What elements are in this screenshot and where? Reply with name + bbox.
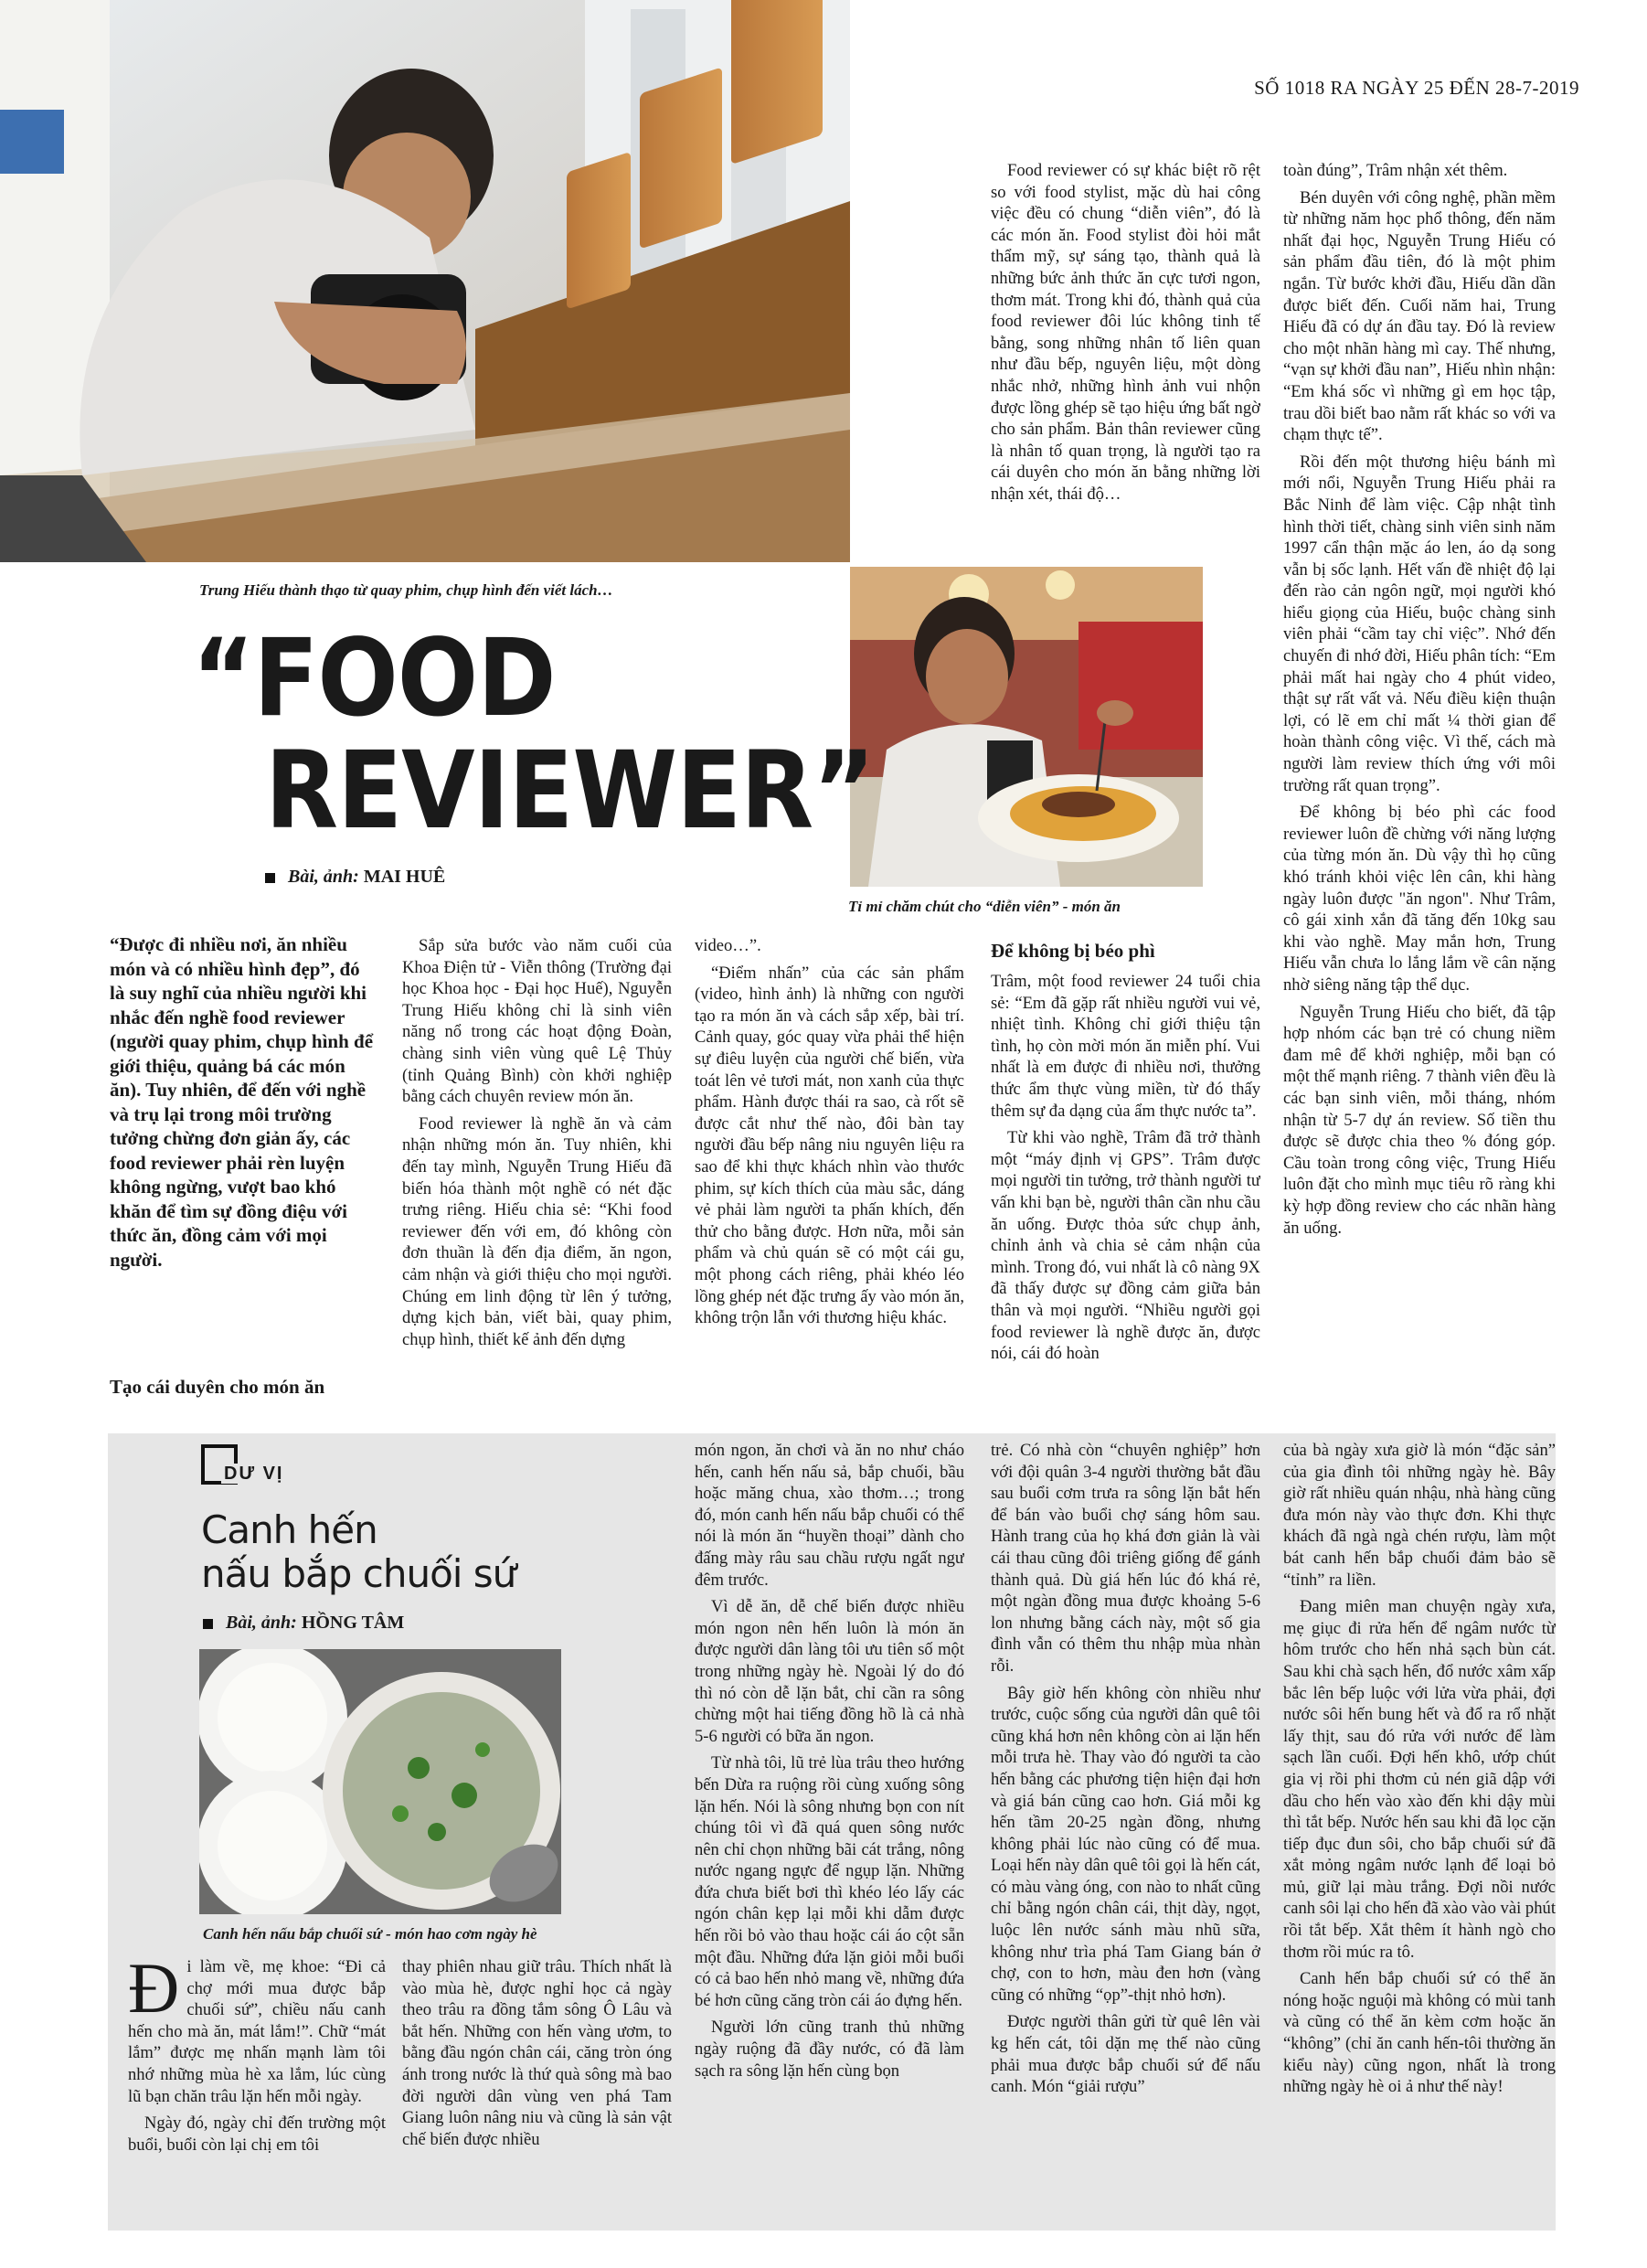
second-photo [850, 567, 1203, 887]
article-column-2 [402, 935, 672, 1406]
paragraph: của bà ngày xưa giờ là món “đặc sản” của gia đình tôi những ngày hè. Bây giờ rất nhiều quán nhậu, nhà hàng cũng đưa món này vào thực đơn. Khi thực khách đã ngà ngà chén rượu, làm một bát canh hến bắp chuối đảm bảo sẽ “tỉnh” ra liền. [1283, 1441, 1556, 1590]
byline-square [265, 873, 275, 883]
dish-photo-caption: Canh hến nấu bắp chuối sứ - món hao cơm ngày hè [203, 1925, 537, 1943]
du-vi-column-5 [1283, 1440, 1556, 2226]
du-vi-title [201, 1508, 515, 1596]
paragraph: Rồi đến một thương hiệu bánh mì mới nổi, Nguyễn Trung Hiếu phải ra Bắc Ninh để làm việc. Cập nhật tình hình thời tiết, chàng sinh viên sinh năm 1997 cẩn thận mặc áo len, áo dạ song vẫn bị sốc lạnh. Hết vấn đề nhiệt độ lại đến rào cản ngôn ngữ, mọi người khó hiểu giọng của Hiếu, buộc chàng sinh viên phải “cầm tay chỉ việc”. Nhớ đến chuyến đi nhớ đời, Hiếu phân tích: “Em phải mất hai ngày cho 4 phút video, thật sự rất vất vả. Nếu điều kiện thuận lợi, có lẽ em chỉ mất ¼ thời gian để hoàn thành công việc. Vì thế, cách mà người làm review thích ứng với môi trường rất quan trọng”. [1283, 452, 1556, 795]
byline-square [203, 1619, 213, 1629]
tag-label: DƯ VỊ [221, 1464, 287, 1484]
photographer-image [0, 0, 850, 562]
paragraph: Nguyễn Trung Hiếu cho biết, đã tập hợp nhóm các bạn trẻ có chung niềm đam mê để khởi nghiệp, mỗi bạn có một thế mạnh riêng. 7 thành viên đều là các bạn sinh viên, mỗi tháng, nhóm nhận từ 5-7 dự án review. Số tiền thu được sẽ được chia theo % đóng góp. Cầu toàn trong công việc, Trung Hiếu luôn đặt cho mình mục tiêu rõ ràng khi kỳ hợp đồng review cho các nhãn hàng ăn uống. [1283, 1002, 1556, 1238]
du-vi-title-line-1: Canh hến [201, 1507, 377, 1552]
du-vi-column-2 [402, 1956, 672, 2221]
dish-photo [199, 1649, 561, 1914]
paragraph: Canh hến bắp chuối sứ có thể ăn nóng hoặc nguội mà không có mùi tanh và cũng có thể ăn kèm cơm hoặc ăn “không” (chỉ ăn canh hến-tôi thường ăn kiểu này) cũng ngon, nhất là trong những ngày hè oi ả như thế này! [1283, 1969, 1556, 2097]
paragraph: Sắp sửa bước vào năm cuối của Khoa Điện tử - Viễn thông (Trường đại học Khoa học - Đại học Huế), Nguyễn Trung Hiếu không chỉ là sinh viên năng nổ trong các hoạt động Đoàn, chàng sinh viên vùng quê Lệ Thủy (tỉnh Quảng Bình) còn khởi nghiệp bằng cách chuyên review món ăn. [402, 936, 672, 1107]
canh-hen-image [199, 1649, 561, 1914]
subhead-tao-cai-duyen: Tạo cái duyên cho món ăn [110, 1376, 325, 1398]
du-vi-column-4 [991, 1440, 1260, 2226]
article-title [192, 615, 875, 854]
paragraph: món ngon, ăn chơi và ăn no như cháo hến, canh hến nấu sả, bắp chuối, bầu hoặc măng chua, xào thơm…; trong đó, món canh hến nấu bắp chuối có thể nói là món ăn “huyền thoại” dành cho đấng mày râu sau chầu rượu ngất ngư đêm trước. [695, 1441, 964, 1590]
paragraph: Food reviewer có sự khác biệt rõ rệt so với food stylist, mặc dù hai công việc đều có chung “diễn viên”, đó là các món ăn. Food stylist đòi hỏi mắt thẩm mỹ, sự sáng tạo, thành quả là những bức ảnh thức ăn cực tươi ngon, thơm mát. Trong khi đó, thành quả của food reviewer đôi lúc không tinh tế bằng, song những nhân tố liên quan như đầu bếp, nguyên liệu, một dòng nhắc nhở, những hình ảnh vui nhộn được lồng ghép sẽ tạo hiệu ứng bất ngờ cho sản phẩm. Bản thân reviewer cũng là nhân tố quan trọng, là người tạo ra cái duyên cho món ăn bằng những lời nhận xét, thái độ… [991, 161, 1260, 504]
byline-author: HỒNG TÂM [301, 1613, 405, 1633]
paragraph [128, 1956, 386, 2107]
du-vi-tag [201, 1444, 287, 1485]
article-column-3 [695, 935, 964, 1406]
article-lead: “Được đi nhiều nơi, ăn nhiều món và có nhiều hình đẹp”, đó là suy nghĩ của nhiều người khi nhắc đến nghề food reviewer (người quay phim, chụp hình để giới thiệu, quảng bá các món ăn). Tuy nhiên, để đến với nghề và trụ lại trong môi trường tưởng chừng đơn giản ấy, các food reviewer phải rèn luyện không ngừng, vượt bao khó khăn để tìm sự đồng điệu với thức ăn, đồng cảm với mọi người. [110, 933, 374, 1271]
article-column-5 [1283, 160, 1556, 1408]
boy-with-food-image [850, 567, 1203, 887]
paragraph: Ngày đó, ngày chỉ đến trường một buổi, buổi còn lại chị em tôi [128, 2114, 386, 2155]
byline-label: Bài, ảnh: [226, 1613, 297, 1633]
paragraph: Từ khi vào nghề, Trâm đã trở thành một “máy định vị GPS”. Trâm được mọi người tin tưởng, trở thành người tư vấn khi bạn bè, người thân cần nhu cầu ăn uống. Được thỏa sức chụp ảnh, chỉnh ảnh và chia sẻ cảm nhận của mình. Trong đó, vui nhất là cô nàng 9X đã thấy được sự đồng cảm giữa bản thân và mọi người. “Nhiều người gọi food reviewer là nghề được ăn, được nói, cái đó hoàn [991, 1128, 1260, 1364]
subhead-beo-phi: Để không bị béo phì [991, 940, 1155, 962]
paragraph: Bén duyên với công nghệ, phần mềm từ những năm học phổ thông, đến năm nhất đại học, Nguyễn Trung Hiếu có sản phẩm đầu tiên, đó là một phim ngắn. Từ bước khởi đầu, Hiếu dần dần được biết đến. Cuối năm hai, Trung Hiếu đã có dự án đầu tay. Đó là review cho một nhãn hàng mì cay. Thế nhưng, “vạn sự khởi đầu nan”, Hiếu nhìn nhận: “Em khá sốc vì những gì em học tập, trau dồi biết bao nằm rất khác so với va chạm thực tế”. [1283, 187, 1556, 445]
paragraph: Để không bị béo phì các food reviewer luôn đề chừng với năng lượng của từng món ăn. Dù vậy thì họ cũng khó tránh khỏi việc lên cân, khi hàng ngày luôn được "ăn ngon". Như Trâm, cô gái xinh xắn đã tăng đến 10kg sau khi vào nghề. May mắn hơn, Trung Hiếu vẫn chưa lo lắng lắm về cân nặng nhờ siêng năng tập thể dục. [1283, 803, 1556, 995]
main-photo [0, 0, 850, 562]
title-line-2: REVIEWER” [265, 728, 875, 854]
main-photo-caption: Trung Hiếu thành thạo từ quay phim, chụp hình đến viết lách… [199, 581, 613, 599]
paragraph: Vì dễ ăn, dễ chế biến được nhiều món ngon nên hến luôn là món ăn được người dân làng tôi ưu tiên số một trong những ngày hè. Ngoài lý do đó thì nó còn dễ lặn bắt, chỉ cần ra sông chừng một hai tiếng đồng hồ là cả nhà 5-6 người có bữa ăn ngon. [695, 1597, 964, 1746]
paragraph: Từ nhà tôi, lũ trẻ lùa trâu theo hướng bến Dừa ra ruộng rồi cùng xuống sông lặn hến. Nói là sông nhưng bọn con nít chúng tôi vì đã quá quen sông nước nên chỉ chọn những bãi cát trắng, nông nước ngang ngực để ngụp lặn. Những đứa chưa biết bơi thì khéo léo lấy các ngón chân kẹp lại mỗi khi dẫm được hến rồi bỏ vào thau hoặc cái áo cột sẵn một đầu. Những đứa lặn giỏi mỗi buổi có cả bao hến nhỏ mang về, những đứa bé hơn cũng căng tròn cái áo đựng hến. [695, 1753, 964, 2010]
paragraph: Đang miên man chuyện ngày xưa, mẹ giục đi rửa hến để ngâm nước từ hôm trước cho hến nhả sạch bùn cát. Sau khi chà sạch hến, đổ nước xâm xấp bắc lên bếp luộc với lửa vừa phải, đợi nước sôi hến bung hết và đổ ra rổ nhặt lấy thịt, sau đó rửa với nước để làm sạch lần cuối. Đợi hến khô, ướp chút gia vị rồi phi thơm củ nén giã dập với dầu cho hến vào xào đến khi dậy mùi thì tắt bếp. Nước hến sau khi đã lọc cặn tiếp đục đun sôi, cho bắp chuối sứ đã xắt mỏng ngâm nước lạnh để loại bỏ mủ, giữ lại màu trắng. Đợi nồi nước canh sôi lại cho hến đã xào vào vài phút rồi tắt bếp. Xắt thêm ít hành ngò cho thơm rồi múc ra tô. [1283, 1597, 1556, 1962]
paragraph: “Điểm nhấn” của các sản phẩm (video, hình ảnh) là những con người tạo ra món ăn và cách sắp xếp, bài trí. Cảnh quay, góc quay vừa phải thể hiện sự điêu luyện của người chế biến, vừa toát lên vẻ tươi mát, non xanh của thực phẩm. Hành được thái ra sao, cà rốt sẽ được cắt như thế nào, đôi bàn tay người đầu bếp nâng niu nguyên liệu ra sao để khi thực khách nhìn vào thước phim, sự kích thích của màu sắc, dáng vẻ phải làm người ta phấn khích, đến thử cho bằng được. Hơn nữa, mỗi sản phẩm và chủ quán sẽ có một cái gu, một phong cách riêng, phải khéo léo lồng ghép nét đặc trưng ấy vào món ăn, không trộn lẫn với thương hiệu khác. [695, 963, 964, 1328]
paragraph: Food reviewer là nghề ăn và cảm nhận những món ăn. Tuy nhiên, khi đến tay mình, Nguyễn Trung Hiếu đã biến hóa thành một nghề có nét đặc trưng riêng. Hiếu chia sẻ: “Khi food reviewer đến với em, đó không còn đơn thuần là đến địa điểm, ăn ngon, cảm nhận và giới thiệu cho mọi người. Chúng em linh động từ lên ý tưởng, dựng kịch bản, viết bài, quay phim, chụp hình, thiết kế ảnh đến dựng [402, 1113, 672, 1349]
byline-author: MAI HUÊ [363, 867, 446, 887]
du-vi-title-line-2: nấu bắp chuối sứ [201, 1551, 516, 1596]
article-byline [265, 867, 445, 888]
paragraph: video…”. [695, 936, 761, 955]
paragraph: Trâm, một food reviewer 24 tuổi chia sẻ: “Em đã gặp rất nhiều người vui vẻ, nhiệt tình. Không chỉ giới thiệu tận tình, họ còn mời món ăn miễn phí. Vui nhất là em được đi nhiều nơi, thưởng thức ẩm thực vùng miền, từ đó thấy thêm sự đa dạng của ẩm thực nước ta”. [991, 972, 1260, 1121]
paragraph: trẻ. Có nhà còn “chuyên nghiệp” hơn với đội quân 3-4 người thường bắt đầu sau buổi cơm trưa ra sông lặn bắt hến để bán vào buổi chợ sáng hôm sau. Hành trang của họ khá đơn giản là vài cái thau cũng đôi triêng giống để gánh thành quả. Dù giá hến lúc đó khá rẻ, một ngàn đồng mua được khoảng 5-6 lon nhưng bằng cách này, một số gia đình vẫn có thêm thu nhập mùa nhàn rỗi. [991, 1441, 1260, 1676]
second-photo-caption: Tỉ mỉ chăm chút cho “diễn viên” - món ăn [848, 898, 1121, 915]
paragraph: Được người thân gửi từ quê lên vài kg hến cát, tôi dặn mẹ thế nào cũng phải mua được bắp chuối sứ để nấu canh. Món “giải rượu” [991, 2012, 1260, 2097]
article-column-4-top [991, 160, 1260, 553]
du-vi-column-3 [695, 1440, 964, 2226]
byline-label: Bài, ảnh: [288, 867, 359, 887]
article-column-4 [991, 971, 1260, 1408]
paragraph: thay phiên nhau giữ trâu. Thích nhất là vào mùa hè, được nghỉ học cả ngày theo trâu ra đồng tắm sông Ô Lâu và bắt hến. Những con hến vàng ươm, to bằng đầu ngón chân cái, căng tròn óng ánh trong nước là thứ quà sông mà bao đời người dân vùng ven phá Tam Giang luôn nâng niu và cũng là sản vật chế biến được nhiều [402, 1957, 672, 2149]
paragraph: toàn đúng”, Trâm nhận xét thêm. [1283, 161, 1508, 180]
paragraph: Bây giờ hến không còn nhiều như trước, cuộc sống của người dân quê tôi cũng khá hơn nên không còn ai lặn hến mỗi trưa hè. Thay vào đó người ta cào hến bằng các phương tiện hiện đại hơn và giá bán cũng cao hơn. Giá mỗi kg hến tầm 20-25 ngàn đồng, nhưng không phải lúc nào cũng có để mua. Loại hến này dân quê tôi gọi là hến cát, có màu vàng óng, con nào to nhất cũng chỉ bằng ngón chân cái, thịt dày, ngọt, luộc lên nước sánh màu nhũ sữa, không như trìa phá Tam Giang bán ở chợ, con to hơn, màu đen hơn (vàng cũng có những “ọp”-thịt nhỏ hơn). [991, 1683, 1260, 2005]
paragraph-text: i làm về, mẹ khoe: “Đi cả chợ mới mua được bắp chuối sứ”, chiều nấu canh hến cho mà ăn, mát lắm!”. Chữ “mát lắm” được mẹ nhấn mạnh làm tôi nhớ những mùa hè xa lắm, lúc cùng lũ bạn chăn trâu lặn hến mỗi ngày. [128, 1957, 386, 2106]
du-vi-column-1 [128, 1956, 386, 2221]
issue-date: SỐ 1018 RA NGÀY 25 ĐẾN 28-7-2019 [1254, 77, 1579, 99]
title-line-1: “FOOD [192, 615, 556, 740]
paragraph: Người lớn cũng tranh thủ những ngày ruộng đã đầy nước, có đã làm sạch ra sông lặn hến cùng bọn [695, 2018, 964, 2081]
du-vi-byline [203, 1613, 404, 1634]
dropcap: Đ [128, 1956, 180, 2028]
